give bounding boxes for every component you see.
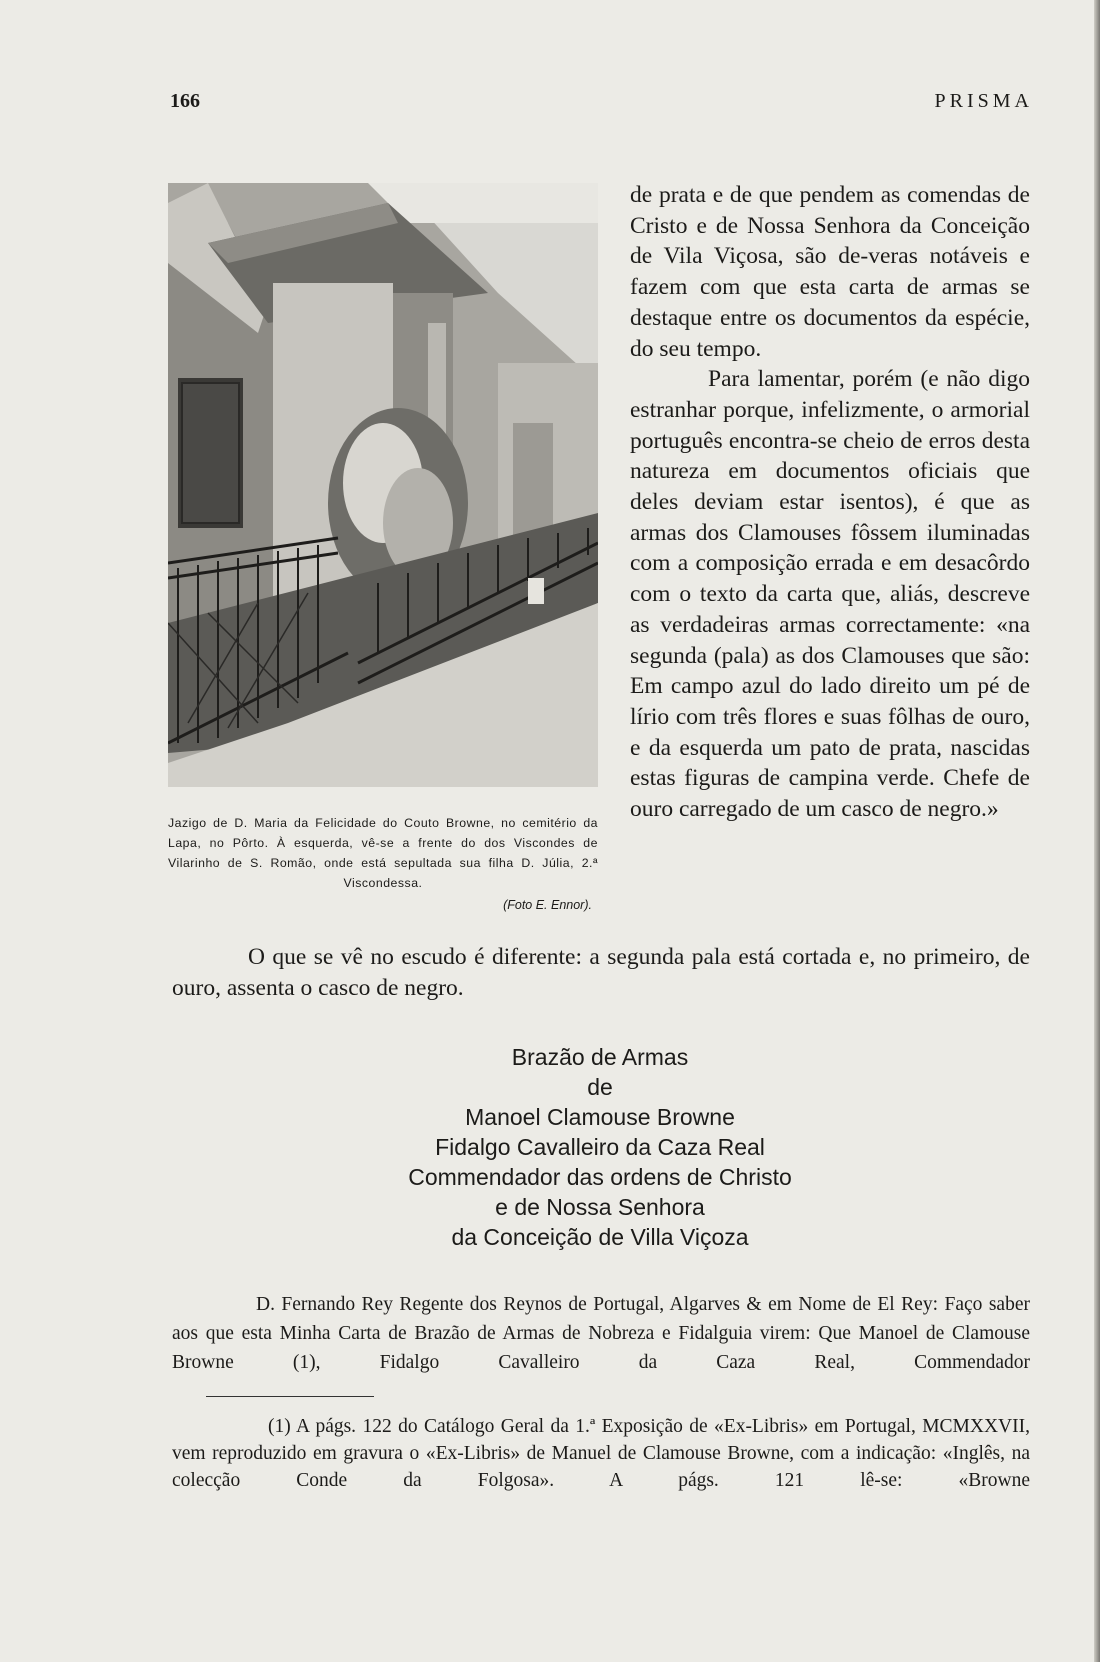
page-edge-shadow — [1094, 0, 1100, 1662]
running-title: PRISMA — [934, 90, 1033, 112]
heading-line: da Conceição de Villa Viçoza — [451, 1224, 749, 1250]
page-number: 166 — [170, 90, 200, 112]
heading-line: de — [587, 1074, 613, 1100]
paragraph: O que se vê no escudo é diferente: a segunda pala está cortada e, no primeiro, de ouro, assenta o casco de negro. — [172, 944, 1030, 1001]
paragraph: Para lamentar, porém (e não digo estranhar porque, infelizmente, o armorial português encontra-se cheio de erros desta natureza em documentos oficiais que deles deviam estar isentos), é que as armas dos Clamouses fôssem iluminadas com a composição errada e em desacôrdo com o texto da carta que, aliás, descreve as verdadeiras armas correctamente: «na segunda (pala) as dos Clamouses que são: Em campo azul do lado direito um pé de lírio com três flores e suas fôlhas de ouro, e da esquerda um pato de prata, nascidas estas figuras de campina verde. Chefe de ouro carregado de um casco de negro.» — [630, 366, 1030, 823]
decree-text — [172, 1290, 1030, 1377]
coat-of-arms-heading — [170, 1042, 1030, 1252]
heading-line: Fidalgo Cavalleiro da Caza Real — [435, 1134, 765, 1160]
paragraph: de prata e de que pendem as comendas de Cristo e de Nossa Senhora da Conceição de Vila Viçosa, são de-veras notáveis e fazem com que esta carta de armas se destaque entre os documentos da espécie, do seu tempo. — [630, 182, 1030, 362]
footnote-text: (1) A págs. 122 do Catálogo Geral da 1.ª Exposição de «Ex-Libris» em Portugal, MCMXXVII, vem reproduzido em gravura o «Ex-Libris» de Manuel de Clamouse Browne, com a indicação: «Inglês, na colecção Conde da Folgosa». A págs. 121 lê-se: «Browne — [172, 1416, 1030, 1491]
footnote — [172, 1413, 1030, 1494]
tomb-photograph — [168, 183, 598, 787]
full-width-text — [172, 942, 1030, 1003]
heading-line: Brazão de Armas — [511, 1044, 689, 1070]
footnote-divider — [206, 1396, 374, 1397]
photo-caption: Jazigo de D. Maria da Felicidade do Couto Browne, no cemitério da Lapa, no Pôrto. À esquerda, vê-se a frente do dos Viscondes de Vilarinho de S. Romão, onde está sepultada sua filha D. Júlia, 2.ª Viscondessa. — [168, 816, 598, 890]
right-column-text — [630, 180, 1030, 825]
tomb-photograph-drawing — [168, 183, 598, 787]
heading-line: Manoel Clamouse Browne — [465, 1104, 735, 1130]
photo-credit: (Foto E. Ennor). — [503, 898, 592, 912]
heading-line: Commendador das ordens de Christo — [408, 1164, 792, 1190]
paragraph: D. Fernando Rey Regente dos Reynos de Portugal, Algarves & em Nome de El Rey: Faço saber aos que esta Minha Carta de Brazão de Armas de Nobreza e Fidalguia virem: Que Manoel de Clamouse Browne (1), Fidalgo Cavalleiro da Caza Real, Commendador — [172, 1294, 1030, 1373]
heading-line: e de Nossa Senhora — [495, 1194, 705, 1220]
